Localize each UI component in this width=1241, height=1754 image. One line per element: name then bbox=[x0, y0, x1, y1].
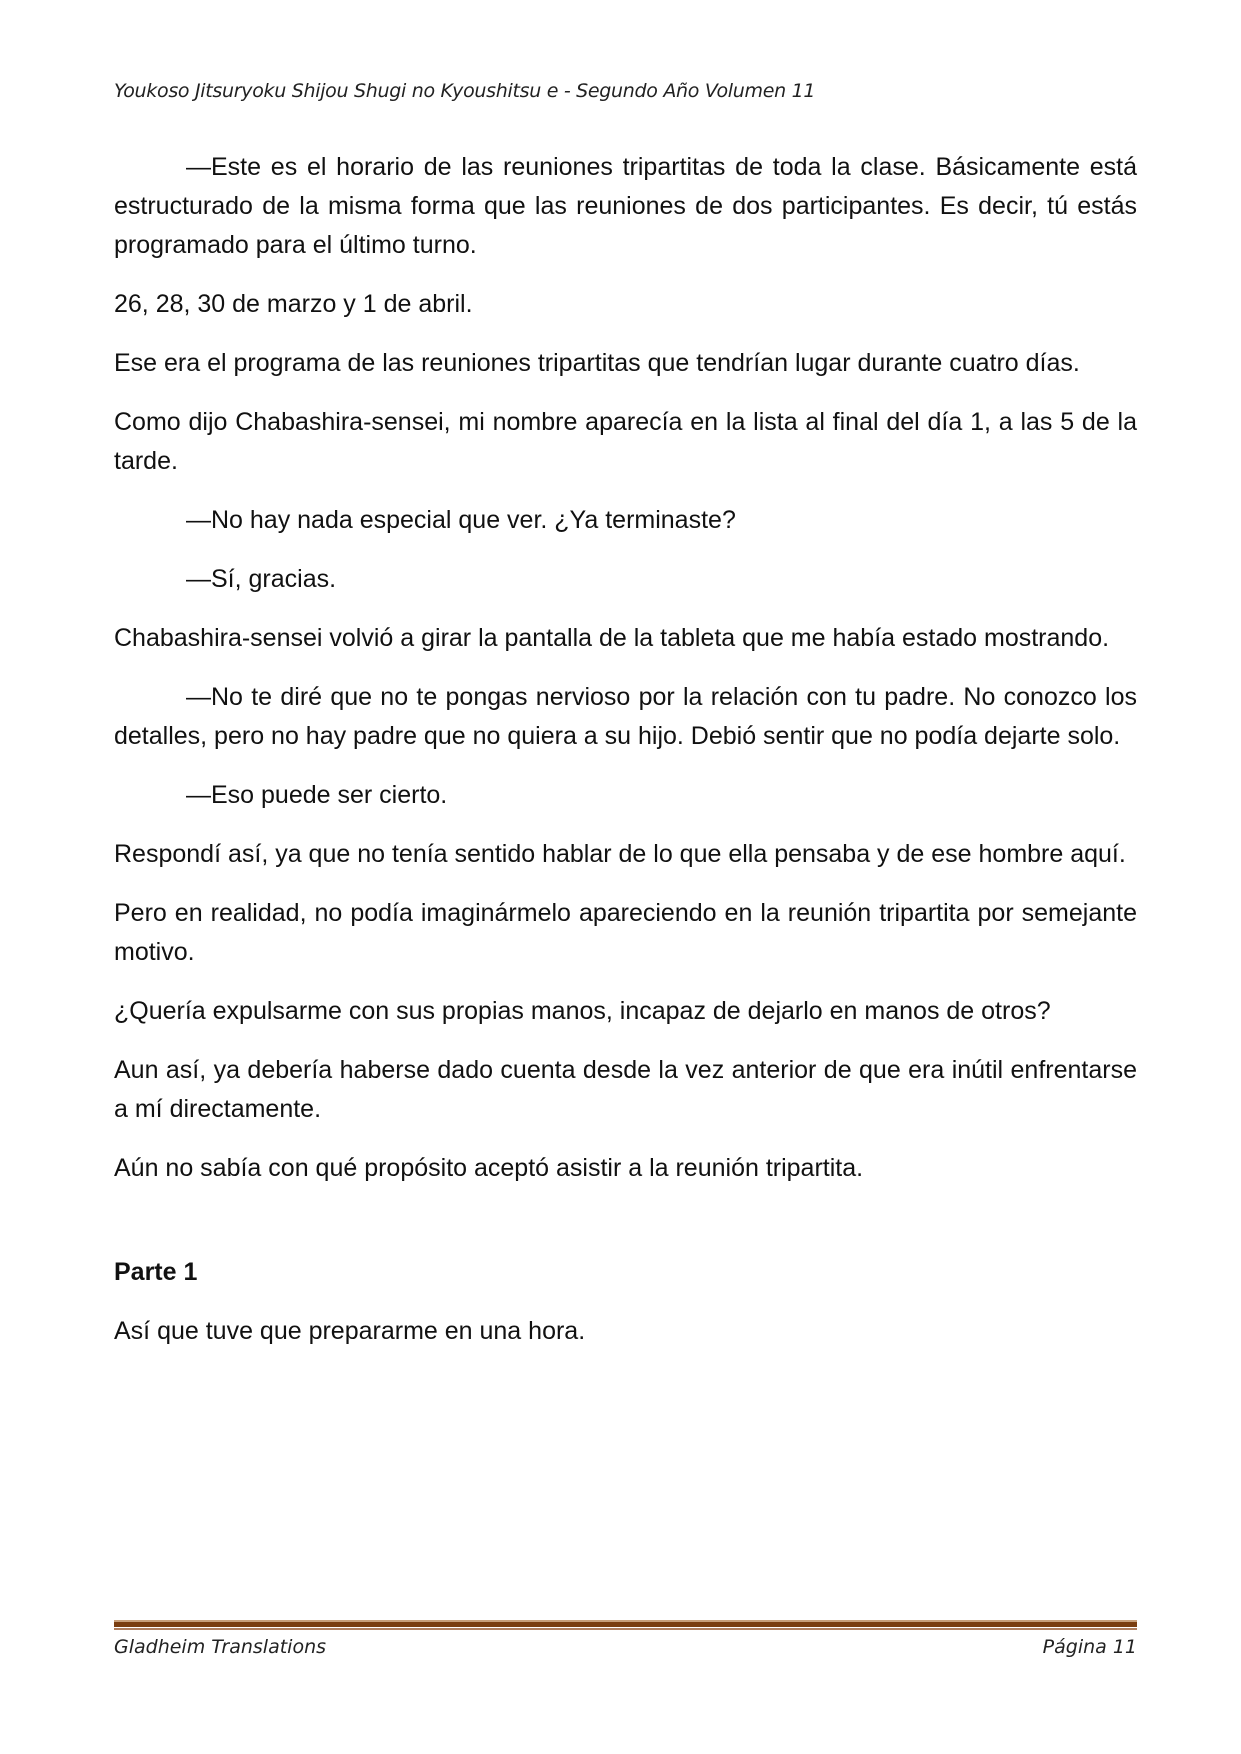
footer-divider bbox=[114, 1620, 1137, 1630]
paragraph: —Este es el horario de las reuniones tripartitas de toda la clase. Básicamente está estructurado de la misma forma que las reuniones de dos participantes. Es decir, tú estás programado para el último turno. bbox=[114, 153, 1137, 259]
paragraph: Así que tuve que prepararme en una hora. bbox=[114, 1317, 586, 1345]
footer-credit: Gladheim Translations bbox=[114, 1636, 327, 1658]
paragraph: Aún no sabía con qué propósito aceptó asistir a la reunión tripartita. bbox=[114, 1154, 864, 1182]
paragraph: Respondí así, ya que no tenía sentido hablar de lo que ella pensaba y de ese hombre aquí. bbox=[114, 840, 1126, 868]
page-number: Página 11 bbox=[1042, 1636, 1137, 1658]
paragraph: Ese era el programa de las reuniones tripartitas que tendrían lugar durante cuatro días. bbox=[114, 349, 1080, 377]
paragraph: —Eso puede ser cierto. bbox=[186, 781, 448, 809]
page-body bbox=[114, 148, 1137, 1371]
paragraph: ¿Quería expulsarme con sus propias manos, incapaz de dejarlo en manos de otros? bbox=[114, 997, 1051, 1025]
paragraph: —No hay nada especial que ver. ¿Ya terminaste? bbox=[186, 506, 736, 534]
paragraph: Pero en realidad, no podía imaginármelo apareciendo en la reunión tripartita por semejante motivo. bbox=[114, 899, 1137, 966]
section-heading: Parte 1 bbox=[114, 1258, 198, 1286]
paragraph: —Sí, gracias. bbox=[186, 565, 337, 593]
paragraph: Como dijo Chabashira-sensei, mi nombre aparecía en la lista al final del día 1, a las 5 de la tarde. bbox=[114, 408, 1137, 475]
paragraph: 26, 28, 30 de marzo y 1 de abril. bbox=[114, 290, 473, 318]
paragraph: Chabashira-sensei volvió a girar la pantalla de la tableta que me había estado mostrando. bbox=[114, 624, 1110, 652]
paragraph: Aun así, ya debería haberse dado cuenta desde la vez anterior de que era inútil enfrentarse a mí directamente. bbox=[114, 1056, 1137, 1123]
running-header: Youkoso Jitsuryoku Shijou Shugi no Kyoushitsu e - Segundo Año Volumen 11 bbox=[114, 80, 816, 102]
paragraph: —No te diré que no te pongas nervioso por la relación con tu padre. No conozco los detalles, pero no hay padre que no quiera a su hijo. Debió sentir que no podía dejarte solo. bbox=[114, 683, 1137, 750]
